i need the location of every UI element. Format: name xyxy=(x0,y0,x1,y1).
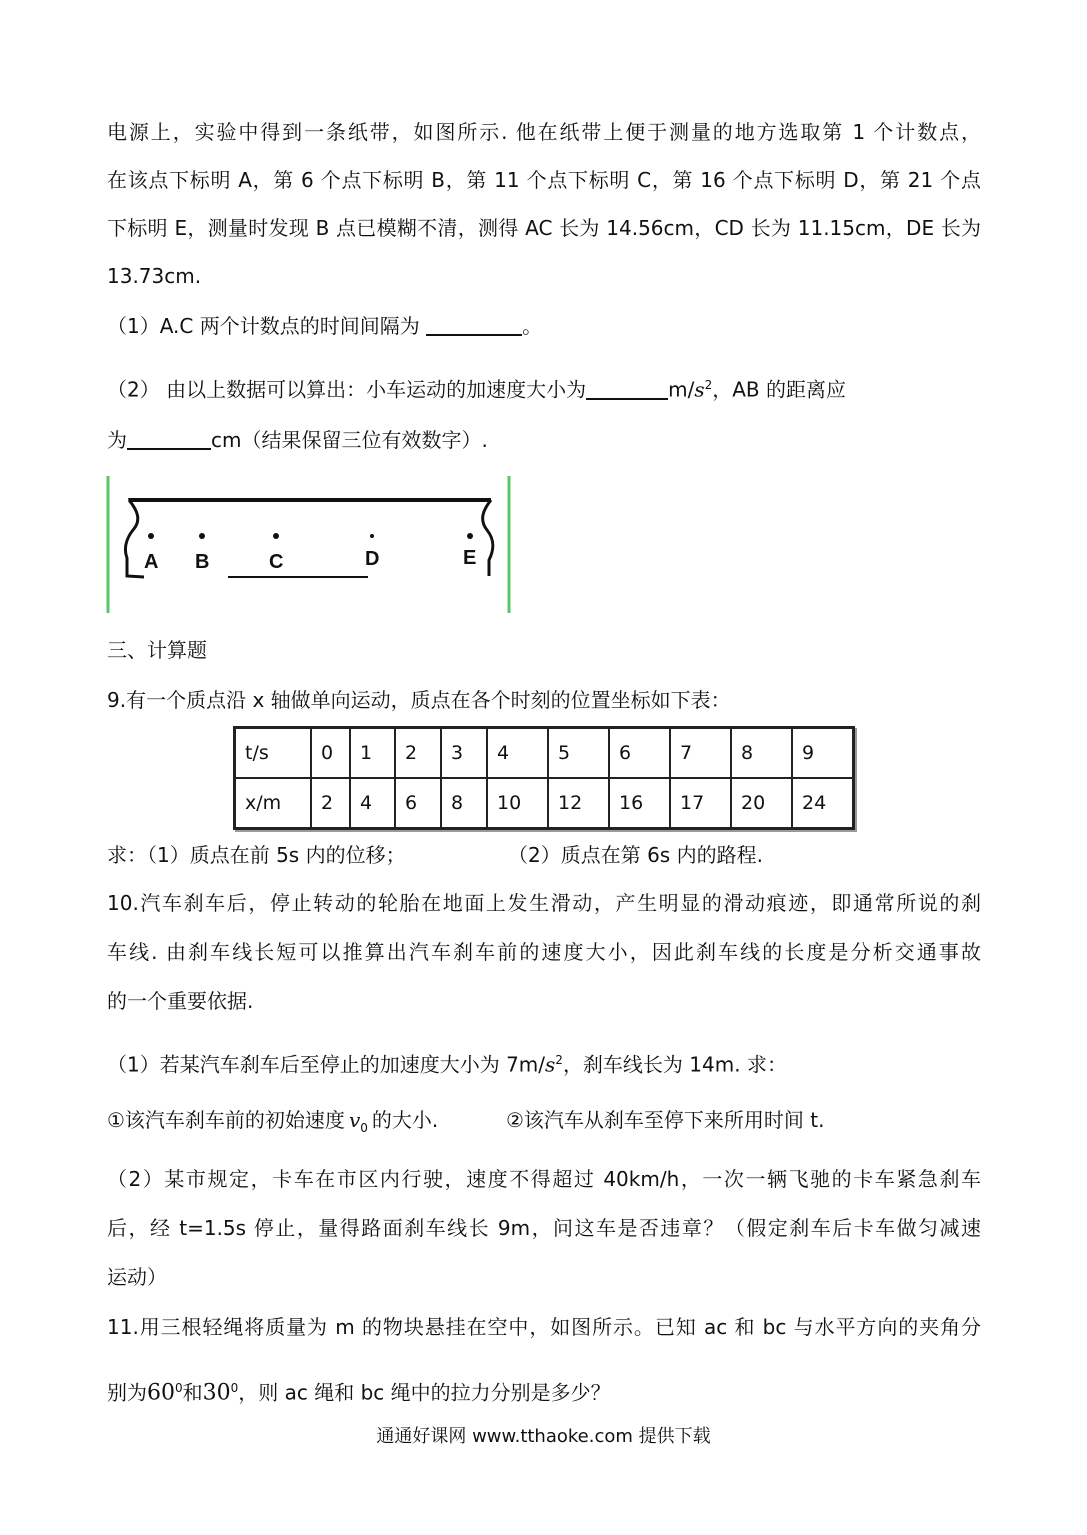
table-cell: 10 xyxy=(487,778,548,829)
table-cell: 12 xyxy=(548,778,609,829)
tape-label-c: C xyxy=(269,551,284,573)
page-footer: 通通好课网 www.tthaoke.com 提供下载 xyxy=(376,1426,711,1447)
p10-question-1: （1）若某汽车刹车后至停止的加速度大小为 $7m/s^2$，刹车线长为 14m. 求： xyxy=(107,1052,787,1077)
answer-blank-acceleration xyxy=(586,378,668,400)
table-cell: 6 xyxy=(395,778,441,829)
table-row xyxy=(235,728,854,779)
table-cell: 16 xyxy=(609,778,670,829)
answer-blank-ab-distance xyxy=(127,428,211,450)
p10-line1: 10.汽车刹车后，停止转动的轮胎在地面上发生滑动，产生明显的滑动痕迹，即通常所说的刹 xyxy=(107,891,981,915)
position-table xyxy=(233,726,855,830)
table-cell: 2 xyxy=(311,778,350,829)
p10-line2: 车线. 由刹车线长短可以推算出汽车刹车前的速度大小，因此刹车线的长度是分析交通事故 xyxy=(107,940,981,964)
p10-q2-line1: （2）某市规定，卡车在市区内行驶，速度不得超过 40km/h，一次一辆飞驰的卡车紧急刹车 xyxy=(107,1167,981,1191)
tape-dot-c xyxy=(273,533,279,539)
paper-tape-figure xyxy=(106,476,512,613)
table-cell: 3 xyxy=(441,728,487,779)
answer-blank-interval xyxy=(426,314,522,336)
p10-sub-2: ②该汽车从刹车至停下来所用时间 t. xyxy=(506,1108,825,1132)
p10-q2-line2: 后，经 t=1.5s 停止，量得路面刹车线长 9m，问这车是否违章？（假定刹车后卡车做匀减速 xyxy=(107,1216,981,1240)
p10-sub-1: ①该汽车刹车前的初始速度 $v_0$ 的大小. xyxy=(107,1108,439,1135)
table-cell: 8 xyxy=(441,778,487,829)
tape-dot-e xyxy=(467,533,473,539)
tape-left-tear xyxy=(125,500,144,577)
table-cell: 8 xyxy=(731,728,792,779)
p8-line3: 下标明 E，测量时发现 B 点已模糊不清，测得 AC 长为 14.56cm，CD 长为 11.15cm，DE 长为 xyxy=(107,216,981,240)
table-cell: 2 xyxy=(395,728,441,779)
tape-right-tear xyxy=(483,500,493,576)
table-cell: 0 xyxy=(311,728,350,779)
p8-line2: 在该点下标明 A，第 6 个点下标明 B，第 11 个点下标明 C，第 16 个点下标明 D，第 21 个点 xyxy=(107,168,981,192)
table-cell: 6 xyxy=(609,728,670,779)
p8-question-2-cont: 为 cm（结果保留三位有效数字）. xyxy=(107,428,488,452)
table-cell: 7 xyxy=(670,728,731,779)
tape-label-e: E xyxy=(463,547,477,569)
table-cell: 4 xyxy=(350,778,395,829)
tape-label-d: D xyxy=(365,548,380,570)
p10-q2-line3: 运动） xyxy=(107,1265,167,1289)
tape-dot-a xyxy=(148,533,154,539)
table-cell: x/m xyxy=(235,778,312,829)
tape-dot-d xyxy=(370,534,374,538)
tape-label-a: A xyxy=(144,551,159,573)
table-cell: 20 xyxy=(731,778,792,829)
p9-intro: 9.有一个质点沿 x 轴做单向运动，质点在各个时刻的位置坐标如下表： xyxy=(107,688,731,712)
tape-label-b: B xyxy=(195,551,210,573)
table-cell: 24 xyxy=(792,778,854,829)
table-cell: 4 xyxy=(487,728,548,779)
p11-line2: 别为$60^0$和$30^0$，则 ac 绳和 bc 绳中的拉力分别是多少？ xyxy=(107,1380,611,1406)
table-cell: 17 xyxy=(670,778,731,829)
p8-line1: 电源上，实验中得到一条纸带，如图所示. 他在纸带上便于测量的地方选取第 1 个计数点， xyxy=(107,120,981,144)
p11-line1: 11.用三根轻绳将质量为 m 的物块悬挂在空中，如图所示。已知 ac 和 bc 与水平方向的夹角分 xyxy=(107,1315,981,1339)
table-row xyxy=(235,778,854,829)
table-cell: 5 xyxy=(548,728,609,779)
section-title: 三、计算题 xyxy=(107,638,207,662)
p8-line4: 13.73cm. xyxy=(107,264,202,288)
table-cell: 9 xyxy=(792,728,854,779)
tape-top-edge xyxy=(128,498,491,502)
p9-ask-2: （2）质点在第 6s 内的路程. xyxy=(508,843,763,867)
p10-line3: 的一个重要依据. xyxy=(107,989,254,1013)
p8-question-1: （1）A.C 两个计数点的时间间隔为 。 xyxy=(107,314,543,338)
tape-dot-b xyxy=(199,533,205,539)
p9-ask-1: 求：（1）质点在前 5s 内的位移； xyxy=(107,843,406,867)
table-cell: 1 xyxy=(350,728,395,779)
p8-question-2: （2） 由以上数据可以算出：小车运动的加速度大小为 $m/s^2$，AB 的距离应 xyxy=(107,377,846,402)
table-cell: t/s xyxy=(235,728,312,779)
